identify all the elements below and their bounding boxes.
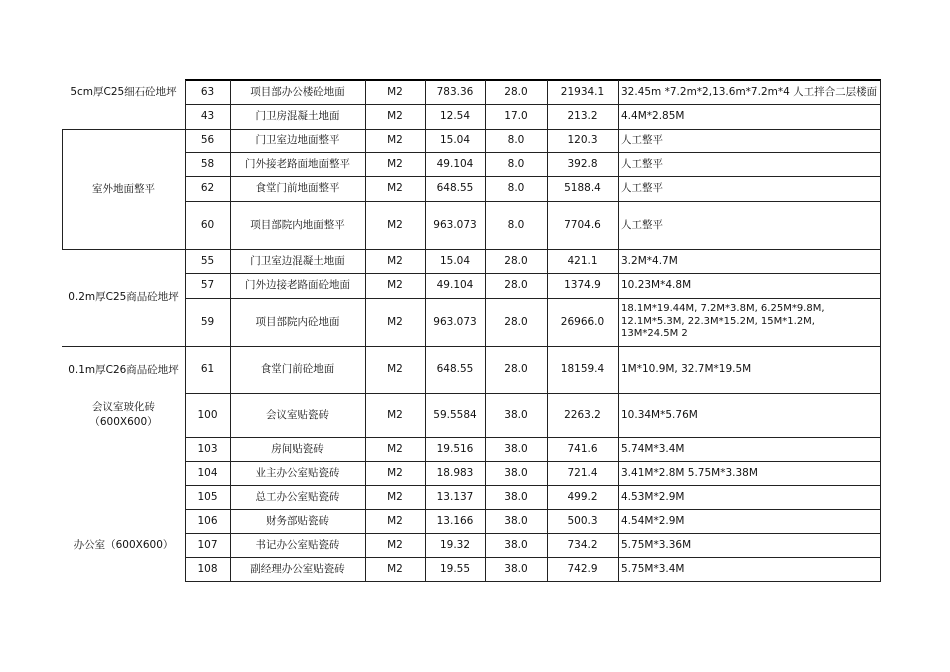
cell-name[interactable]: 门外边接老路面砼地面 — [245, 279, 350, 291]
cell-unit[interactable]: M2 — [387, 315, 403, 328]
cell-note[interactable]: 3.2M*4.7M — [621, 254, 678, 267]
cell-no[interactable]: 60 — [200, 218, 215, 231]
cell-no[interactable]: 57 — [200, 279, 215, 291]
cell-qty[interactable]: 59.5584 — [433, 408, 477, 421]
cell-price[interactable]: 28.0 — [504, 279, 528, 291]
grid-line — [185, 201, 881, 202]
grid-line — [185, 485, 881, 486]
cell-no[interactable]: 107 — [197, 538, 218, 551]
grid-line — [185, 176, 881, 177]
cell-unit[interactable]: M2 — [387, 363, 403, 375]
cell-unit[interactable]: M2 — [387, 538, 403, 551]
cell-qty[interactable]: 963.073 — [433, 315, 477, 328]
cell-no[interactable]: 104 — [197, 466, 218, 479]
grid-line — [185, 129, 881, 130]
cell-name[interactable]: 门卫室边混凝土地面 — [250, 254, 345, 267]
cell-qty[interactable]: 648.55 — [436, 182, 474, 194]
grid-line — [185, 152, 881, 153]
cell-qty[interactable]: 19.516 — [436, 442, 474, 455]
cell-qty[interactable]: 49.104 — [436, 279, 474, 291]
cell-no[interactable]: 59 — [200, 315, 215, 328]
cell-unit[interactable]: M2 — [387, 110, 403, 122]
cell-no[interactable]: 56 — [200, 134, 215, 146]
grid-line — [618, 80, 619, 582]
cell-amount[interactable]: 721.4 — [567, 466, 598, 479]
category-label: 0.2m厚C25商品砼地坪 — [68, 291, 179, 303]
cell-price[interactable]: 17.0 — [504, 110, 528, 122]
cell-amount[interactable]: 26966.0 — [560, 315, 605, 328]
cell-no[interactable]: 43 — [200, 110, 215, 122]
grid-line — [185, 461, 881, 462]
cell-unit[interactable]: M2 — [387, 466, 403, 479]
cell-price[interactable]: 8.0 — [507, 182, 525, 194]
cell-qty[interactable]: 18.983 — [436, 466, 474, 479]
cell-unit[interactable]: M2 — [387, 134, 403, 146]
grid-line — [185, 509, 881, 510]
cell-amount[interactable]: 741.6 — [567, 442, 598, 455]
cell-price[interactable]: 28.0 — [504, 315, 528, 328]
grid-line — [185, 80, 186, 582]
cell-price[interactable]: 28.0 — [504, 363, 528, 375]
cell-no[interactable]: 58 — [200, 157, 215, 170]
cell-price[interactable]: 38.0 — [504, 408, 528, 421]
cell-note[interactable]: 人工整平 — [621, 157, 663, 170]
cell-amount[interactable]: 1374.9 — [564, 279, 601, 291]
cell-note[interactable]: 5.75M*3.36M — [621, 538, 692, 551]
cell-note[interactable]: 5.74M*3.4M — [621, 442, 685, 455]
cell-no[interactable]: 106 — [197, 514, 218, 527]
cell-name[interactable]: 门卫室边地面整平 — [255, 134, 340, 146]
cell-name[interactable]: 食堂门前砼地面 — [260, 363, 335, 375]
cell-name[interactable]: 房间贴瓷砖 — [271, 442, 324, 455]
cell-note[interactable]: 4.4M*2.85M — [621, 110, 685, 122]
cell-unit[interactable]: M2 — [387, 182, 403, 194]
cell-qty[interactable]: 19.32 — [439, 538, 471, 551]
grid-line — [547, 80, 548, 582]
cell-no[interactable]: 100 — [197, 408, 218, 421]
cell-amount[interactable]: 2263.2 — [564, 408, 601, 421]
cell-price[interactable]: 38.0 — [504, 538, 528, 551]
cell-name[interactable]: 食堂门前地面整平 — [255, 182, 340, 194]
category-label: 5cm厚C25细石砼地坪 — [70, 85, 177, 98]
grid-line — [185, 393, 881, 394]
cell-qty[interactable]: 783.36 — [436, 85, 474, 98]
cell-qty[interactable]: 49.104 — [436, 157, 474, 170]
cell-name[interactable]: 书记办公室贴瓷砖 — [255, 538, 340, 551]
cell-unit[interactable]: M2 — [387, 490, 403, 503]
cell-amount[interactable]: 5188.4 — [564, 182, 601, 194]
cell-price[interactable]: 28.0 — [504, 254, 528, 267]
category-label: 室外地面整平 — [92, 182, 155, 195]
grid-line — [185, 79, 881, 81]
cell-amount[interactable]: 120.3 — [567, 134, 598, 146]
cell-qty[interactable]: 13.166 — [436, 514, 474, 527]
grid-line — [185, 437, 881, 438]
cell-unit[interactable]: M2 — [387, 85, 403, 98]
cell-no[interactable]: 103 — [197, 442, 218, 455]
cell-name[interactable]: 会议室贴瓷砖 — [266, 408, 329, 421]
cell-unit[interactable]: M2 — [387, 408, 403, 421]
cell-name[interactable]: 业主办公室贴瓷砖 — [255, 466, 340, 479]
cell-qty[interactable]: 963.073 — [433, 218, 477, 231]
cell-name[interactable]: 门卫房混凝土地面 — [255, 110, 340, 122]
grid-line — [185, 298, 881, 299]
cell-qty[interactable]: 12.54 — [439, 110, 471, 122]
cell-price[interactable]: 8.0 — [507, 134, 525, 146]
grid-line — [185, 104, 881, 105]
cell-unit[interactable]: M2 — [387, 562, 403, 575]
cell-price[interactable]: 38.0 — [504, 514, 528, 527]
cell-unit[interactable]: M2 — [387, 254, 403, 267]
grid-line — [880, 80, 881, 582]
category-label: 办公室（600X600） — [73, 538, 174, 551]
cell-unit[interactable]: M2 — [387, 157, 403, 170]
cell-price[interactable]: 38.0 — [504, 490, 528, 503]
cell-unit[interactable]: M2 — [387, 279, 403, 291]
cell-note[interactable]: 5.75M*3.4M — [621, 562, 685, 575]
cell-price[interactable]: 38.0 — [504, 442, 528, 455]
grid-line — [365, 80, 366, 582]
cell-amount[interactable]: 421.1 — [567, 254, 598, 267]
cell-qty[interactable]: 15.04 — [439, 254, 471, 267]
grid-line — [485, 80, 486, 582]
grid-line — [185, 557, 881, 558]
cell-amount[interactable]: 500.3 — [567, 514, 598, 527]
cell-note[interactable]: 18.1M*19.44M, 7.2M*3.8M, 6.25M*9.8M, 12.1M*5.3M, 22.3M*15.2M, 15M*1.2M, 13M*24.5M 2 — [621, 303, 825, 340]
cell-qty[interactable]: 19.55 — [439, 562, 471, 575]
cell-amount[interactable]: 499.2 — [567, 490, 598, 503]
grid-line — [62, 346, 185, 347]
cell-note[interactable]: 10.23M*4.8M — [621, 279, 692, 291]
cell-note[interactable]: 3.41M*2.8M 5.75M*3.38M — [621, 466, 758, 479]
grid-line — [425, 80, 426, 582]
grid-line — [185, 346, 881, 347]
cell-price[interactable]: 38.0 — [504, 466, 528, 479]
cell-price[interactable]: 38.0 — [504, 562, 528, 575]
cell-note[interactable]: 人工整平 — [621, 218, 663, 231]
cell-name[interactable]: 项目部院内砼地面 — [255, 315, 340, 328]
cell-unit[interactable]: M2 — [387, 218, 403, 231]
cell-name[interactable]: 门外接老路面地面整平 — [245, 157, 350, 170]
cell-no[interactable]: 63 — [200, 85, 215, 98]
cell-no[interactable]: 105 — [197, 490, 218, 503]
cell-price[interactable]: 28.0 — [504, 85, 528, 98]
cell-unit[interactable]: M2 — [387, 442, 403, 455]
cell-qty[interactable]: 13.137 — [436, 490, 474, 503]
cell-name[interactable]: 总工办公室贴瓷砖 — [255, 490, 340, 503]
cell-name[interactable]: 项目部办公楼砼地面 — [250, 85, 345, 98]
cell-no[interactable]: 55 — [200, 254, 215, 267]
grid-line — [185, 249, 881, 250]
cell-amount[interactable]: 18159.4 — [560, 363, 605, 375]
cell-note[interactable]: 1M*10.9M, 32.7M*19.5M — [621, 363, 752, 375]
grid-line — [185, 273, 881, 274]
cell-price[interactable]: 8.0 — [507, 218, 525, 231]
cell-note[interactable]: 10.34M*5.76M — [621, 408, 698, 421]
cell-unit[interactable]: M2 — [387, 514, 403, 527]
cell-name[interactable]: 项目部院内地面整平 — [250, 218, 345, 231]
category-label: 0.1m厚C26商品砼地坪 — [68, 363, 179, 376]
category-label: 会议室玻化砖 （600X600） — [89, 401, 158, 428]
cell-amount[interactable]: 213.2 — [567, 110, 598, 122]
cell-no[interactable]: 62 — [200, 182, 215, 194]
cell-amount[interactable]: 734.2 — [567, 538, 598, 551]
grid-line — [185, 581, 881, 582]
cell-amount[interactable]: 21934.1 — [560, 85, 605, 98]
cell-note[interactable]: 32.45m *7.2m*2,13.6m*7.2m*4 人工拌合二层楼面 — [621, 85, 878, 98]
grid-line — [185, 533, 881, 534]
cell-note[interactable]: 人工整平 — [621, 182, 663, 194]
grid-line — [230, 80, 231, 582]
cell-amount[interactable]: 742.9 — [567, 562, 598, 575]
cell-amount[interactable]: 392.8 — [567, 157, 598, 170]
cell-name[interactable]: 副经理办公室贴瓷砖 — [250, 562, 345, 575]
cell-no[interactable]: 61 — [200, 363, 215, 375]
cell-note[interactable]: 人工整平 — [621, 134, 663, 146]
cell-price[interactable]: 8.0 — [507, 157, 525, 170]
cell-qty[interactable]: 15.04 — [439, 134, 471, 146]
cell-amount[interactable]: 7704.6 — [564, 218, 601, 231]
cell-note[interactable]: 4.54M*2.9M — [621, 514, 685, 527]
cell-name[interactable]: 财务部贴瓷砖 — [266, 514, 329, 527]
cell-note[interactable]: 4.53M*2.9M — [621, 490, 685, 503]
cell-qty[interactable]: 648.55 — [436, 363, 474, 375]
cell-no[interactable]: 108 — [197, 562, 218, 575]
